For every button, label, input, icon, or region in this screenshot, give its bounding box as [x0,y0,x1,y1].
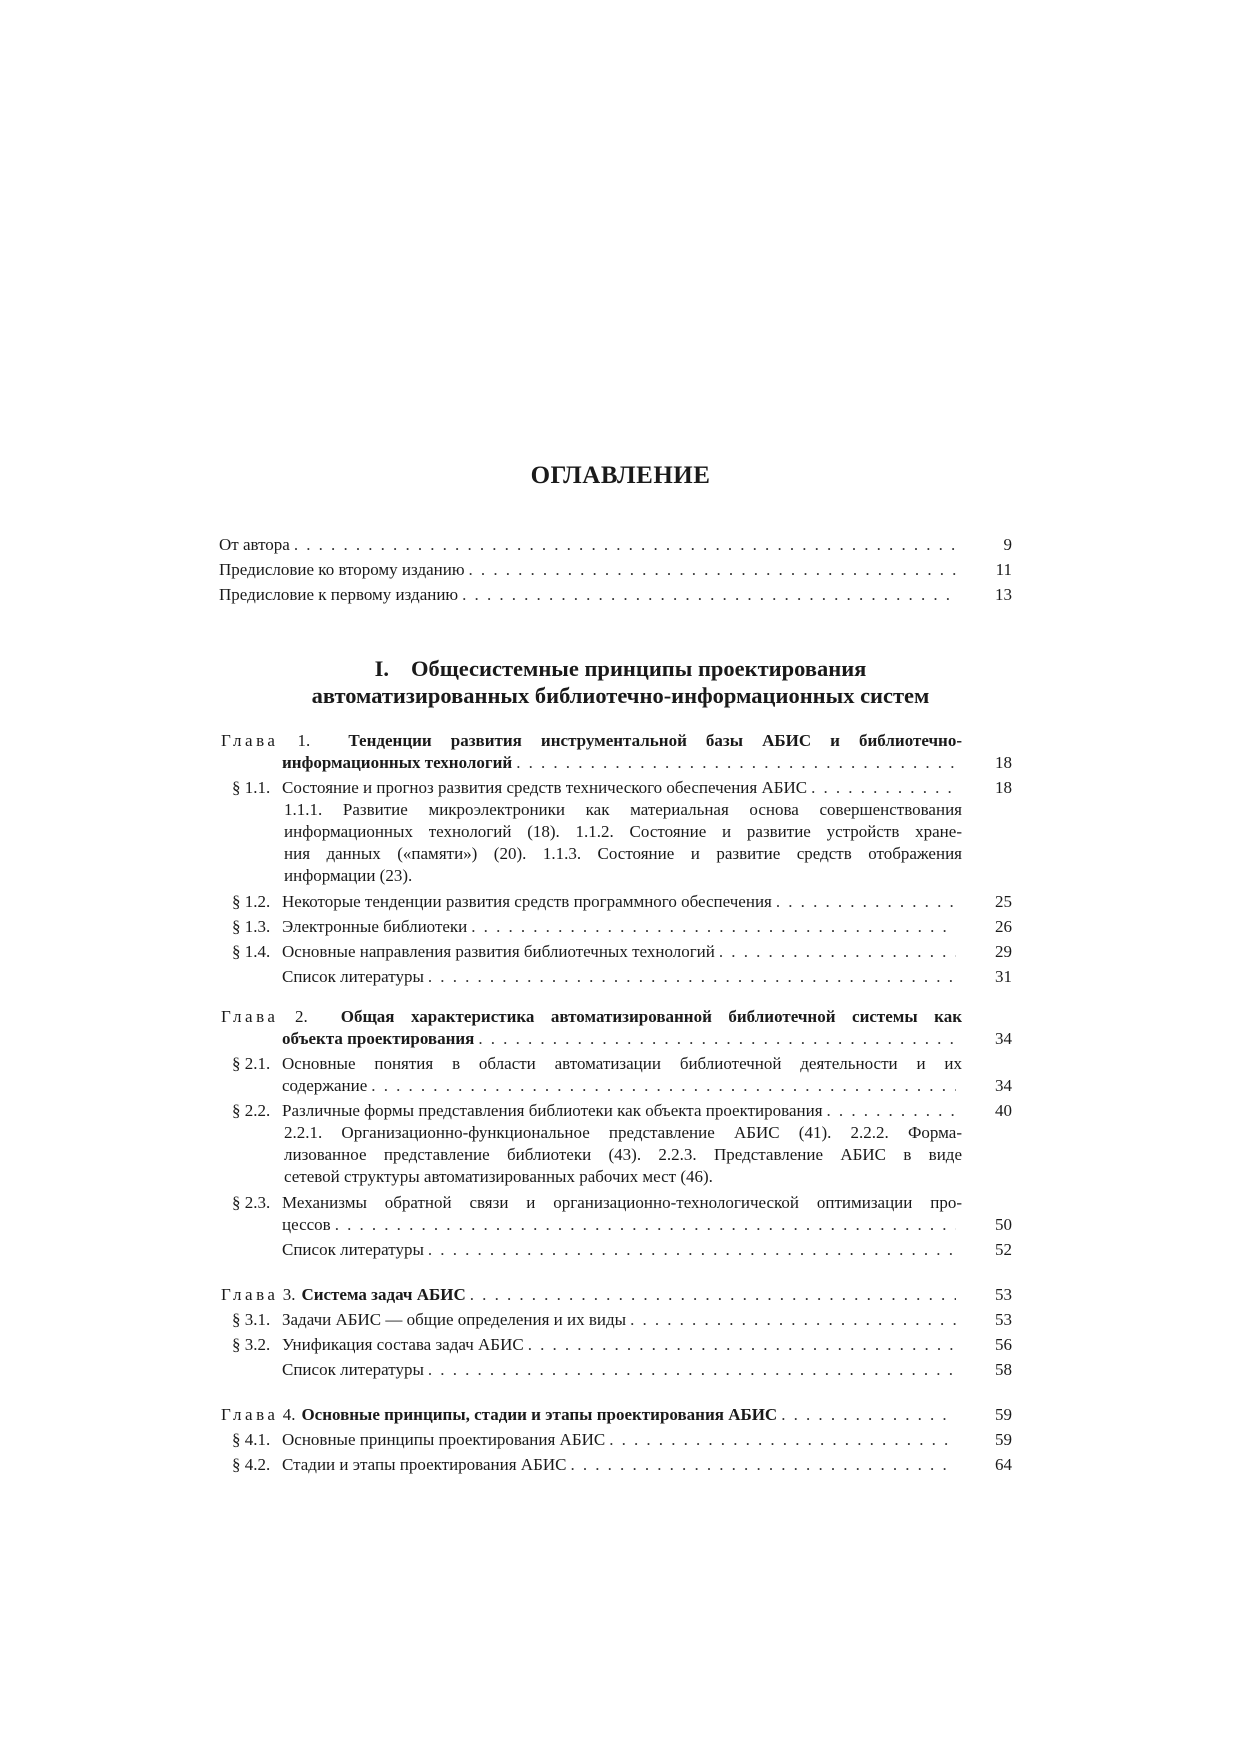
chapter-title: Система задач АБИС [301,1285,466,1304]
part-title-line2: автоматизированных библиотечно-информационных систем [311,683,930,708]
toc-entry-page: 25 [995,892,1012,911]
section-number: § 1.4. [232,942,271,961]
subsection-line: лизованное представление библиотеки (43). 2.2.3. Представление АБИС в виде [284,1145,962,1164]
toc-entry-page: 52 [995,1240,1012,1259]
leader-dots [528,1334,956,1356]
section-number: § 2.3. [232,1193,271,1212]
section-1-3[interactable] [282,916,962,938]
section-number: § 2.2. [232,1101,271,1120]
section-title: Различные формы представления библиотеки как объекта проектирования [282,1101,823,1120]
leader-dots [469,559,956,581]
section-2-3[interactable]: Механизмы обратной связи и организационно-технологической оптимизации про- [282,1193,962,1212]
section-3-2[interactable] [282,1334,962,1356]
chapter-4-heading[interactable] [221,1404,962,1426]
section-title: Некоторые тенденции развития средств программного обеспечения [282,892,772,911]
section-number: § 1.2. [232,892,271,911]
leader-dots [470,1284,956,1306]
section-number: § 4.2. [232,1455,271,1474]
section-3-1[interactable] [282,1309,962,1331]
section-number: § 4.1. [232,1430,271,1449]
section-2-2[interactable] [282,1100,962,1122]
section-2-3-cont[interactable] [282,1214,962,1236]
section-number: § 1.1. [232,778,271,797]
chapter-title: Общая характеристика автоматизированной библиотечной системы как [340,1007,963,1026]
section-number: § 3.2. [232,1335,271,1354]
chapter-number: 2. [294,1007,308,1026]
chapter-number: 4. [282,1405,296,1424]
chapter-2-heading-cont[interactable] [282,1028,962,1050]
toc-entry-page: 53 [995,1285,1012,1304]
section-title: Электронные библиотеки [282,917,468,936]
toc-entry-page: 9 [1003,535,1012,554]
part-numeral: I. [374,656,390,681]
chapter-word: Глава [221,1285,279,1304]
section-number: § 3.1. [232,1310,271,1329]
toc-entry-label: Предисловие ко второму изданию [219,560,465,579]
toc-entry-page: 40 [995,1101,1012,1120]
section-2-1[interactable]: Основные понятия в области автоматизации библиотечной деятельности и их [282,1054,962,1073]
subsection-line: информационных технологий (18). 1.1.2. Состояние и развитие устройств хране- [284,822,962,841]
section-2-1-cont[interactable] [282,1075,962,1097]
chapter-title: Основные принципы, стадии и этапы проектирования АБИС [301,1405,778,1424]
section-title: Стадии и этапы проектирования АБИС [282,1455,567,1474]
toc-entry-preface-first[interactable] [219,584,962,606]
section-title: Задачи АБИС — общие определения и их виды [282,1310,627,1329]
leader-dots [776,891,956,913]
chapter-word: Глава [221,731,279,750]
references-title: Список литературы [282,1240,424,1259]
section-1-4[interactable] [282,941,962,963]
toc-entry-preface-second[interactable] [219,559,962,581]
section-title: Состояние и прогноз развития средств технического обеспечения АБИС [282,778,808,797]
toc-entry-page: 59 [995,1405,1012,1424]
section-4-1[interactable] [282,1429,962,1451]
leader-dots [516,752,956,774]
section-title: Основные направления развития библиотечных технологий [282,942,715,961]
leader-dots [630,1309,956,1331]
leader-dots [827,1100,956,1122]
toc-entry-page: 50 [995,1215,1012,1234]
toc-entry-page: 18 [995,753,1012,772]
toc-entry-page: 34 [995,1029,1012,1048]
section-number: § 1.3. [232,917,271,936]
leader-dots [811,777,956,799]
toc-entry-page: 11 [995,560,1012,579]
references-title: Список литературы [282,1360,424,1379]
section-title: Унификация состава задач АБИС [282,1335,524,1354]
leader-dots [478,1028,956,1050]
section-1-2[interactable] [282,891,962,913]
toc-entry-page: 13 [995,585,1012,604]
chapter-1-heading[interactable] [221,730,962,752]
leader-dots [428,966,956,988]
section-number: § 2.1. [232,1054,271,1073]
leader-dots [428,1239,956,1261]
subsection-line: информации (23). [284,866,413,885]
chapter-number: 3. [282,1285,296,1304]
toc-entry-page: 26 [995,917,1012,936]
leader-dots [719,941,956,963]
toc-entry-page: 18 [995,778,1012,797]
leader-dots [570,1454,956,1476]
toc-entry-label: Предисловие к первому изданию [219,585,459,604]
part-title [0,655,1241,709]
toc-entry-author-note[interactable] [219,534,962,556]
chapter-title-cont: информационных технологий [282,753,513,772]
section-title-cont: цессов [282,1215,331,1234]
chapter-3-heading[interactable] [221,1284,962,1306]
references-title: Список литературы [282,967,424,986]
chapter-1-heading-cont[interactable] [282,752,962,774]
subsection-line: ния данных («памяти») (20). 1.1.3. Состояние и развитие средств отображения [284,844,962,863]
leader-dots [781,1404,956,1426]
leader-dots [335,1214,956,1236]
leader-dots [294,534,956,556]
toc-entry-page: 31 [995,967,1012,986]
section-1-1[interactable] [282,777,962,799]
toc-entry-page: 34 [995,1076,1012,1095]
leader-dots [428,1359,956,1381]
section-title-cont: содержание [282,1076,368,1095]
chapter-word: Глава [221,1007,279,1026]
section-4-2[interactable] [282,1454,962,1476]
toc-entry-page: 56 [995,1335,1012,1354]
leader-dots [371,1075,956,1097]
chapter-2-heading[interactable] [221,1006,962,1028]
chapter-title-cont: объекта проектирования [282,1029,475,1048]
subsection-line: 1.1.1. Развитие микроэлектроники как материальная основа совершенствования [284,800,962,819]
chapter-word: Глава [221,1405,279,1424]
toc-entry-page: 64 [995,1455,1012,1474]
toc-entry-page: 53 [995,1310,1012,1329]
toc-entry-label: От автора [219,535,290,554]
leader-dots [462,584,956,606]
section-title: Основные принципы проектирования АБИС [282,1430,606,1449]
toc-entry-page: 59 [995,1430,1012,1449]
subsection-line: 2.2.1. Организационно-функциональное представление АБИС (41). 2.2.2. Форма- [284,1123,962,1142]
chapter-number: 1. [297,731,311,750]
part-title-line1: Общесистемные принципы проектирования [411,656,867,681]
chapter-3-references[interactable] [282,1359,962,1381]
chapter-2-references[interactable] [282,1239,962,1261]
chapter-1-references[interactable] [282,966,962,988]
chapter-title: Тенденции развития инструментальной базы АБИС и библиотечно- [348,731,962,750]
toc-entry-page: 58 [995,1360,1012,1379]
leader-dots [609,1429,956,1451]
page-title: ОГЛАВЛЕНИЕ [530,462,711,489]
toc-entry-page: 29 [995,942,1012,961]
leader-dots [471,916,956,938]
subsection-line: сетевой структуры автоматизированных рабочих мест (46). [284,1167,713,1186]
